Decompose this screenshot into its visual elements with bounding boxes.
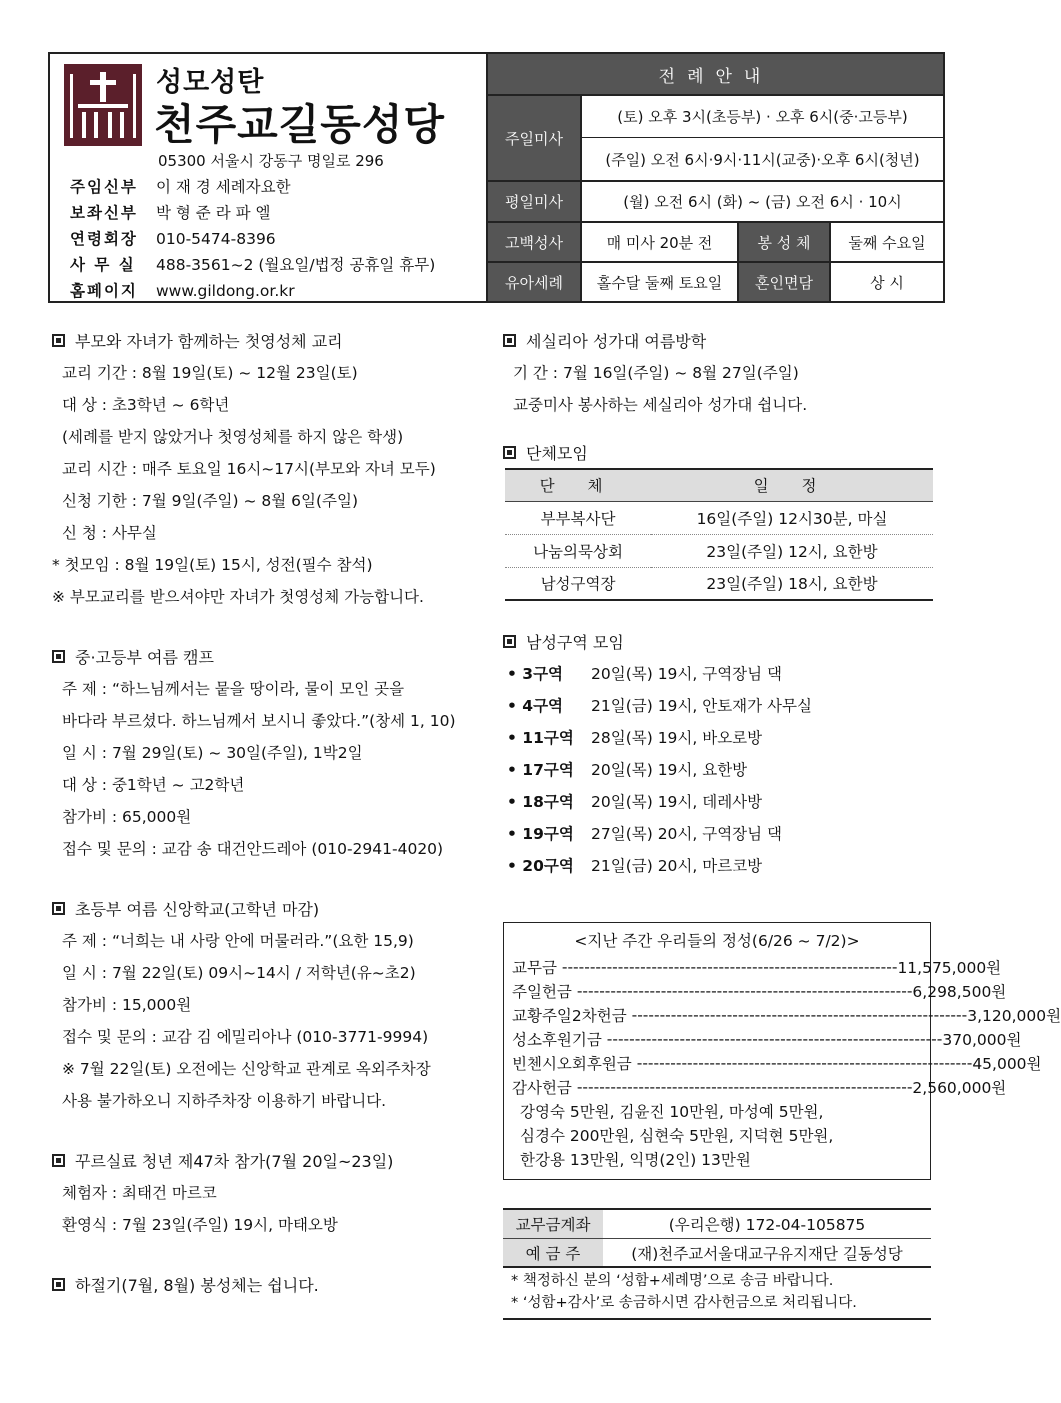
section-title-text: 단체모임 <box>526 443 588 463</box>
zone-name: • 18구역 <box>507 793 574 811</box>
text-line: (세례를 받지 않았거나 첫영성체를 하지 않은 학생) <box>62 428 404 446</box>
sunday-mass-line: (토) 오후 3시(초등부) · 오후 6시(중·고등부) <box>582 96 943 138</box>
text-line: 참가비 : 65,000원 <box>62 808 192 826</box>
schedule-title: 전례안내 <box>488 54 943 96</box>
confession-value: 매 미사 20분 전 <box>606 233 713 252</box>
zone-detail: 20일(목) 19시, 요한방 <box>591 761 748 779</box>
baptism-label: 유아세례 <box>488 263 582 301</box>
baptism-value: 홀수달 둘째 토요일 <box>596 273 723 292</box>
list-item <box>503 721 935 753</box>
church-info-panel <box>50 54 488 301</box>
offering-amount: 11,575,000원 <box>897 959 1002 977</box>
table-header-row <box>505 469 933 501</box>
info-key: 연령회장 <box>70 230 138 248</box>
text-line: 주 제 : “너희는 내 사랑 안에 머물러라.”(요한 15,9) <box>62 932 414 950</box>
text-line: 환영식 : 7월 23일(주일) 19시, 마태오방 <box>62 1216 338 1234</box>
section-title <box>52 1144 492 1176</box>
offering-row: 성소후원기금 ------------------------------------------------------------ 370,000원 <box>512 1030 1022 1049</box>
offering-name: 주일헌금 <box>512 983 572 1001</box>
offering-amount: 3,120,000원 <box>967 1007 1061 1025</box>
section-title <box>503 324 935 356</box>
text-line: 교리 기간 : 8월 19일(토) ~ 12월 23일(토) <box>62 364 358 382</box>
thanks-donors-line: 심경수 200만원, 심현숙 5만원, 지덕현 5만원, <box>520 1127 834 1145</box>
youth-camp-section <box>52 640 492 864</box>
offering-amount: 6,298,500원 <box>912 983 1007 1001</box>
square-bullet-icon <box>52 1154 65 1167</box>
account-note: * 책정하신 분의 ‘성함+세례명’으로 송금 바랍니다. <box>511 1272 834 1289</box>
homepage-link[interactable]: www.gildong.or.kr <box>156 282 295 300</box>
section-title <box>52 892 492 924</box>
text-line: 교리 시간 : 매주 토요일 16시~17시(부모와 자녀 모두) <box>62 460 436 478</box>
text-line: ※ 7월 22일(토) 오전에는 신앙학교 관계로 옥외주차장 <box>62 1060 431 1078</box>
faith-school-section <box>52 892 492 1116</box>
summer-notice-section <box>52 1268 492 1300</box>
church-address: 05300 서울시 강동구 명일로 296 <box>158 152 384 170</box>
zone-detail: 20일(목) 19시, 구역장님 댁 <box>591 665 783 683</box>
group-name: 나눔의묵상회 <box>505 534 651 567</box>
mass-schedule-panel <box>488 54 943 301</box>
square-bullet-icon <box>52 334 65 347</box>
staff-info <box>70 174 435 304</box>
zone-detail: 21일(금) 19시, 안토재가 사무실 <box>591 697 812 715</box>
holder-label: 예 금 주 <box>503 1239 603 1266</box>
church-name: 천주교길동성당 <box>154 100 446 149</box>
baptism-row <box>488 263 943 301</box>
list-item <box>503 785 935 817</box>
text-line: 바다라 부르셨다. 하느님께서 보시니 좋았다.”(창세 1, 10) <box>62 712 456 730</box>
square-bullet-icon <box>52 650 65 663</box>
sick-communion-label: 봉 성 체 <box>737 223 831 261</box>
square-bullet-icon <box>52 1278 65 1291</box>
sunday-mass-line: (주일) 오전 6시·9시·11시(교중)·오후 6시(청년) <box>605 150 920 169</box>
square-bullet-icon <box>52 902 65 915</box>
info-key: 사 무 실 <box>70 256 136 274</box>
marriage-label: 혼인면담 <box>737 263 831 301</box>
weekday-mass-value: (월) 오전 6시 (화) ~ (금) 오전 6시 · 10시 <box>623 193 902 211</box>
offering-amount: 2,560,000원 <box>912 1079 1007 1097</box>
list-item <box>503 817 935 849</box>
confession-row <box>488 223 943 263</box>
zone-detail: 20일(목) 19시, 데레사방 <box>591 793 763 811</box>
text-line: 대 상 : 초3학년 ~ 6학년 <box>62 396 230 414</box>
table-row <box>505 534 933 567</box>
confession-label: 고백성사 <box>488 223 582 261</box>
list-item <box>503 657 935 689</box>
info-value: 488-3561~2 (월요일/법정 공휴일 휴무) <box>156 256 436 274</box>
offering-title: <지난 주간 우리들의 정성(6/26 ~ 7/2)> <box>574 932 860 950</box>
zone-name: • 4구역 <box>507 697 564 715</box>
offering-row: 주일헌금 ------------------------------------------------------------ 6,298,500원 <box>512 982 1007 1001</box>
church-subtitle: 성모성탄 <box>156 67 265 98</box>
right-column <box>503 324 935 881</box>
offering-row: 빈첸시오회후원금 ------------------------------------------------------------ 45,000원 <box>512 1054 1042 1073</box>
offering-name: 감사헌금 <box>512 1079 572 1097</box>
thanks-donors-line: 강영숙 5만원, 김윤진 10만원, 마성예 5만원, <box>520 1103 824 1121</box>
info-key: 보좌신부 <box>70 204 138 222</box>
info-row <box>70 200 435 226</box>
info-value: 박 형 준 라 파 엘 <box>156 204 271 222</box>
text-line: 일 시 : 7월 29일(토) ~ 30일(주일), 1박2일 <box>62 744 363 762</box>
text-line: 대 상 : 중1학년 ~ 고2학년 <box>62 776 245 794</box>
text-line: 일 시 : 7월 22일(토) 09시~14시 / 저학년(유~초2) <box>62 964 416 982</box>
sick-communion-value: 둘째 수요일 <box>848 233 926 252</box>
info-row <box>70 226 435 252</box>
list-item <box>503 689 935 721</box>
offering-amount: 45,000원 <box>972 1055 1042 1073</box>
group-schedule: 23일(주일) 18시, 요한방 <box>651 567 933 600</box>
section-title-text: 하절기(7월, 8월) 봉성체는 쉽니다. <box>75 1275 319 1295</box>
text-line: 참가비 : 15,000원 <box>62 996 192 1014</box>
info-key: 홈페이지 <box>70 282 138 300</box>
table-header: 단 체 <box>505 469 651 501</box>
section-title-text: 초등부 여름 신앙학교(고학년 마감) <box>75 899 320 919</box>
text-line: ※ 부모교리를 받으셔야만 자녀가 첫영성체 가능합니다. <box>52 588 424 606</box>
info-value: 010-5474-8396 <box>156 230 276 248</box>
zone-detail: 28일(목) 19시, 바오로방 <box>591 729 763 747</box>
group-meetings-table <box>505 468 933 601</box>
holder-name: (재)천주교서울대교구유지재단 길동성당 <box>631 1244 903 1263</box>
holder-row <box>503 1238 931 1268</box>
offering-row: 교황주일2차헌금 ------------------------------------------------------------ 3,120,000원 <box>512 1006 1061 1025</box>
info-value: 이 재 경 세례자요한 <box>156 178 291 196</box>
sunday-mass-label: 주일미사 <box>488 96 582 180</box>
zone-meetings-section <box>503 625 935 881</box>
group-schedule: 16일(주일) 12시30분, 마실 <box>651 501 933 534</box>
text-line: 신 청 : 사무실 <box>62 524 157 542</box>
section-title <box>503 625 935 657</box>
text-line: 기 간 : 7월 16일(주일) ~ 8월 27일(주일) <box>513 364 799 382</box>
section-title <box>503 436 935 468</box>
section-title-text: 중·고등부 여름 캠프 <box>75 647 214 667</box>
bulletin-header <box>48 52 945 303</box>
section-title-text: 남성구역 모임 <box>526 632 624 652</box>
offering-box <box>503 922 1061 1180</box>
weekday-mass-row <box>488 182 943 223</box>
zone-detail: 21일(금) 20시, 마르코방 <box>591 857 763 875</box>
group-name: 부부복사단 <box>505 501 651 534</box>
offering-name: 교황주일2차헌금 <box>512 1007 627 1025</box>
section-title <box>52 1268 492 1300</box>
section-title <box>52 324 492 356</box>
table-row <box>505 501 933 534</box>
square-bullet-icon <box>503 446 516 459</box>
zone-name: • 19구역 <box>507 825 574 843</box>
section-title <box>52 640 492 672</box>
section-title-text: 꾸르실료 청년 제47차 참가(7월 20일~23일) <box>75 1151 394 1171</box>
text-line: 접수 및 문의 : 교감 송 대건안드레아 (010-2941-4020) <box>62 840 444 858</box>
square-bullet-icon <box>503 334 516 347</box>
offering-name: 교무금 <box>512 959 557 977</box>
church-logo-icon <box>64 64 142 146</box>
left-column <box>52 324 492 1300</box>
account-label: 교무금계좌 <box>503 1210 603 1238</box>
table-header: 일 정 <box>651 469 933 501</box>
square-bullet-icon <box>503 635 516 648</box>
first-communion-section <box>52 324 492 612</box>
account-notes <box>503 1268 931 1320</box>
section-title-text: 세실리아 성가대 여름방학 <box>526 331 707 351</box>
info-row <box>70 278 435 304</box>
group-schedule: 23일(주일) 12시, 요한방 <box>651 534 933 567</box>
account-info <box>503 1208 931 1320</box>
info-row <box>70 252 435 278</box>
zone-name: • 20구역 <box>507 857 574 875</box>
text-line: 체험자 : 최태건 마르코 <box>62 1184 217 1202</box>
zone-name: • 3구역 <box>507 665 564 683</box>
text-line: 주 제 : “하느님께서는 뭍을 땅이라, 물이 모인 곳을 <box>62 680 405 698</box>
section-title-text: 부모와 자녀가 함께하는 첫영성체 교리 <box>75 331 343 351</box>
text-line: * 첫모임 : 8월 19일(토) 15시, 성전(필수 참석) <box>52 556 373 574</box>
zone-detail: 27일(목) 20시, 구역장님 댁 <box>591 825 783 843</box>
zone-name: • 17구역 <box>507 761 574 779</box>
group-meetings-section <box>503 436 935 601</box>
weekday-mass-label: 평일미사 <box>488 182 582 221</box>
info-key: 주임신부 <box>70 178 138 196</box>
thanks-donors-line: 한강용 13만원, 익명(2인) 13만원 <box>520 1151 751 1169</box>
marriage-value: 상 시 <box>870 273 904 292</box>
table-row <box>505 567 933 600</box>
text-line: 교중미사 봉사하는 세실리아 성가대 쉽니다. <box>513 396 808 414</box>
offering-name: 빈첸시오회후원금 <box>512 1055 632 1073</box>
offering-row: 교무금 ------------------------------------------------------------ 11,575,000원 <box>512 958 1002 977</box>
text-line: 사용 불가하오니 지하주차장 이용하기 바랍니다. <box>62 1092 387 1110</box>
list-item <box>503 753 935 785</box>
group-name: 남성구역장 <box>505 567 651 600</box>
account-number: (우리은행) 172-04-105875 <box>668 1216 866 1234</box>
offering-amount: 370,000원 <box>942 1031 1022 1049</box>
account-note: * ‘성함+감사’로 송금하시면 감사헌금으로 처리됩니다. <box>511 1294 857 1311</box>
offering-row: 감사헌금 ------------------------------------------------------------ 2,560,000원 <box>512 1078 1007 1097</box>
text-line: 접수 및 문의 : 교감 김 에밀리아나 (010-3771-9994) <box>62 1028 429 1046</box>
list-item <box>503 849 935 881</box>
account-row <box>503 1208 931 1238</box>
text-line: 신청 기한 : 7월 9일(주일) ~ 8월 6일(주일) <box>62 492 359 510</box>
cursillo-section <box>52 1144 492 1240</box>
offering-name: 성소후원기금 <box>512 1031 602 1049</box>
choir-break-section <box>503 324 935 420</box>
zone-name: • 11구역 <box>507 729 574 747</box>
sunday-mass-row <box>488 96 943 182</box>
info-row <box>70 174 435 200</box>
